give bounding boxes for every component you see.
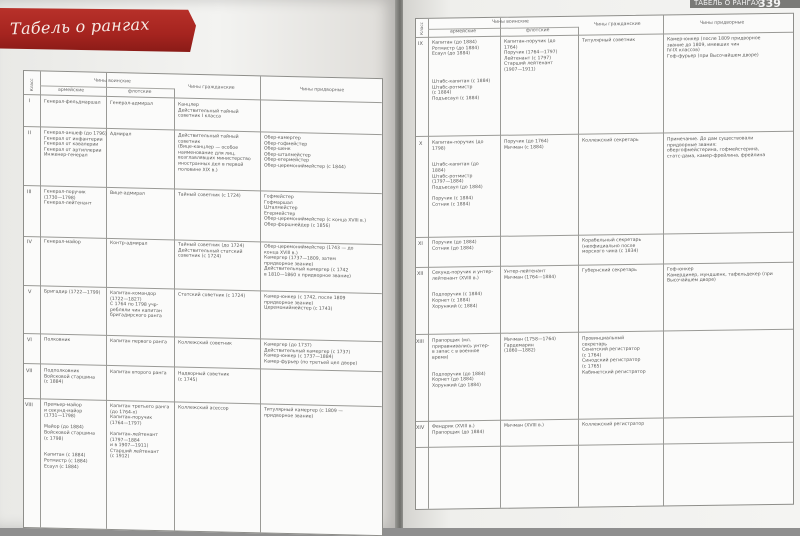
row-2-navy: Адмирал <box>110 131 132 138</box>
row-13-navy: Мичман (1758—1764) Гардемарин (1860—1882) <box>504 337 556 354</box>
row-4-court: Обер-церемониймейстер (1743 — до конца XVIII в.) Камергер (1737—1809, затем придворное звание) Действительный камергер (с 1742 в 1810—1860 х придворное звание) <box>264 244 354 280</box>
row-12-navy: Унтер-лейтенант Мичман (1764—1884) <box>504 269 556 281</box>
row-6-court: Камергер (до 1737) Действительный камергер (с 1737) Камер-юнкер (с 1737—1884) Камер-фурьер (по третьей цел дворе) <box>264 342 358 367</box>
row-9-navy: Капитан-поручик (до 1764) Поручик (1764—1797) Лейтенант (с 1797) Старший лейтенант (1907—1911) <box>504 39 558 73</box>
page-title: Табель о рангах <box>9 14 150 39</box>
row-8-civil: Коллежский асессор <box>178 405 229 412</box>
row-7-army: Подполковник Войсковой старшина (с 1884) <box>44 368 95 386</box>
row-14-civil: Коллежский регистратор <box>582 421 645 428</box>
row-4-army: Генерал-майор <box>44 239 81 246</box>
rank-table-right <box>415 13 794 510</box>
row-8-court: Титулярный камергер (с 1809 — придворное звание) <box>264 407 343 420</box>
row-10-army: Капитан-поручик (до 1798) Штабс-капитан (до 1884) Штабс-ротмистр (1797—1884) Подъесаул (до 1884) Поручик (с 1884) Сотник (с 1884) <box>432 140 484 208</box>
row-3-rank: III <box>27 189 32 196</box>
row-3-army: Генерал-поручик (1730—1798) Генерал-лейтенант <box>44 189 92 207</box>
row-11-civil: Корабельный секретарь (неофициально после морского чина (с 1834) <box>582 237 642 255</box>
row-12-rank: XII <box>417 270 424 277</box>
row-7-navy: Капитан второго ранга <box>110 369 167 377</box>
row-6-rank: VI <box>27 337 32 344</box>
row-3-navy: Вице-адмирал <box>110 190 145 197</box>
row-11-rank: XI <box>418 240 423 247</box>
row-12-army: Секунд-поручик и унтер- лейтенант (XVIII в.) Подпоручик (с 1884) Корнет (с 1884) Хорунжий (с 1884) <box>432 269 493 310</box>
row-9-court: Камер-юнкер (после 1809 придворное звание до 1809, имевших чин IV-IX классов) Гоф-фурьер (при Высочайшем дворе) <box>667 36 761 60</box>
rank-table-left <box>23 70 383 536</box>
row-9-army: Капитан (до 1884) Ротмистр (до 1884) Есаул (до 1884) Штабс-капитан (с 1884) Штабс-ротмистр (с 1884) Подъесаул (с 1884) <box>432 40 491 102</box>
row-1-civil: Канцлер Действительный тайный советник I класса <box>178 102 239 120</box>
row-8-rank: VIII <box>25 402 33 409</box>
row-13-army: Прапорщик (мл. приравнивались унтер- в запас с в военное время) Подпоручик (до 1884) Корнет (до 1884) Хорунжий (до 1884) <box>432 338 490 389</box>
row-10-rank: X <box>419 140 423 147</box>
row-14-army: Фендрик (XVIII в.) Прапорщик (до 1884) <box>432 424 485 436</box>
header-military: Чины воинские <box>94 78 131 85</box>
row-9-rank: IX <box>418 40 423 47</box>
row-10-court-note: Примечание. До дам существовали придворные звания: обергофмейстерина, гофмейстерина, статс-дама, камер-фрейлина, фрейлина <box>667 136 766 160</box>
row-2-army: Генерал-аншеф (до 1796) Генерал от инфантерии Генерал от кавалерии Генерал от артиллерии Инженер-генерал <box>44 130 107 159</box>
header-navy: флотские <box>128 89 152 95</box>
header-army-right: армейские <box>450 29 477 35</box>
row-12-civil: Губернский секретарь <box>582 267 637 274</box>
row-5-navy: Капитан-командор (1722—1827) С 1764 по 1798 учр- ребляли чин капитан бригадирского ранга <box>110 290 162 320</box>
header-court-right: Чины придворные <box>700 20 745 27</box>
header-military-right: Чины воинские <box>492 19 529 25</box>
row-8-navy: Капитан третьего ранга (до 1764-х) Капитан-поручик (1764—1797) Капитан-лейтенант (1797—1884 и в 1907—1911) Старший лейтенант (с 1912) <box>110 403 170 460</box>
row-14-rank: XIV <box>416 424 425 431</box>
row-3-civil: Тайный советник (с 1724) <box>178 192 241 199</box>
header-navy-right: флотские <box>526 28 550 34</box>
row-2-civil: Действительный тайный советник (Вице-канцлер — особое наименование для лиц, возглавлявших министерство иностранных дел в первой половине XIX в.) <box>178 133 251 173</box>
row-4-rank: IV <box>27 239 32 246</box>
row-6-army: Полковник <box>44 337 71 344</box>
row-3-court: Гофмейстер Гофмаршал Шталмейстер Егермейстер Обер-церемониймейстер (с конца XVIII в.) Обер-форшнейдер (с 1856) <box>264 194 367 229</box>
row-9-civil: Титулярный советник <box>582 37 636 44</box>
row-5-civil: Статский советник (с 1724) <box>178 292 246 300</box>
header-civil: Чины гражданские <box>188 84 235 91</box>
row-4-navy: Контр-адмирал <box>110 240 148 247</box>
header-civil-right: Чины гражданские <box>594 21 641 28</box>
header-court: Чины придворные <box>300 87 345 94</box>
row-14-navy: Мичман (XVIII в.) <box>504 423 544 429</box>
row-7-rank: VII <box>26 368 33 375</box>
row-4-civil: Тайный советник (до 1724) Действительный статский советник (с 1724) <box>178 242 245 260</box>
header-rank: Класс <box>29 78 34 92</box>
row-2-court: Обер-камергер Обер-гофмейстер Обер-шенк Обер-шталмейстер Обер-егермейстер Обер-церемониймейстер (с 1844) <box>264 135 346 171</box>
row-7-civil: Надворный советник (с 1745) <box>178 371 230 383</box>
row-2-rank: II <box>28 130 31 137</box>
row-8-army: Премьер-майор и секунд-майор (1731—1798) Майор (до 1884) Войсковой старшина (с 1798) Капитан (с 1884) Ротмистр (с 1884) Есаул (с 1884) <box>44 402 95 470</box>
row-13-rank: XIII <box>416 338 424 345</box>
row-5-army: Бригадир (1722—1799) <box>44 289 101 296</box>
row-1-army: Генерал-фельдмаршал <box>44 99 101 106</box>
row-5-rank: V <box>28 289 32 296</box>
row-5-court: Камер-юнкер (с 1742, после 1809 придворное звание) Церемониймейстер (с 1743) <box>264 294 346 313</box>
row-10-navy: Поручик (до 1764) Мичман (с 1884) <box>504 139 549 151</box>
row-1-rank: I <box>29 98 31 105</box>
header-rank-right: Класс <box>419 22 424 35</box>
row-6-civil: Коллежский советник <box>178 340 232 347</box>
row-10-civil: Коллежский секретарь <box>582 137 639 144</box>
row-1-navy: Генерал-адмирал <box>110 100 153 107</box>
row-13-civil: Провинциальный секретарь Сенатский регистратор (с 1764) Синодский регистратор (с 1765) Кабинетский регистратор <box>582 336 646 376</box>
running-head: ТАБЕЛЬ О РАНГАХ <box>694 0 761 7</box>
row-11-army: Поручик (до 1884) Сотник (до 1884) <box>432 240 477 252</box>
page-number: 339 <box>758 0 781 10</box>
row-12-court: Гоф-юнкер Камердинер, мундшенк, тафельдекер (при Высочайшем дворе) <box>667 267 773 284</box>
header-army: армейские <box>58 87 85 94</box>
row-6-navy: Капитан первого ранга <box>110 338 167 346</box>
